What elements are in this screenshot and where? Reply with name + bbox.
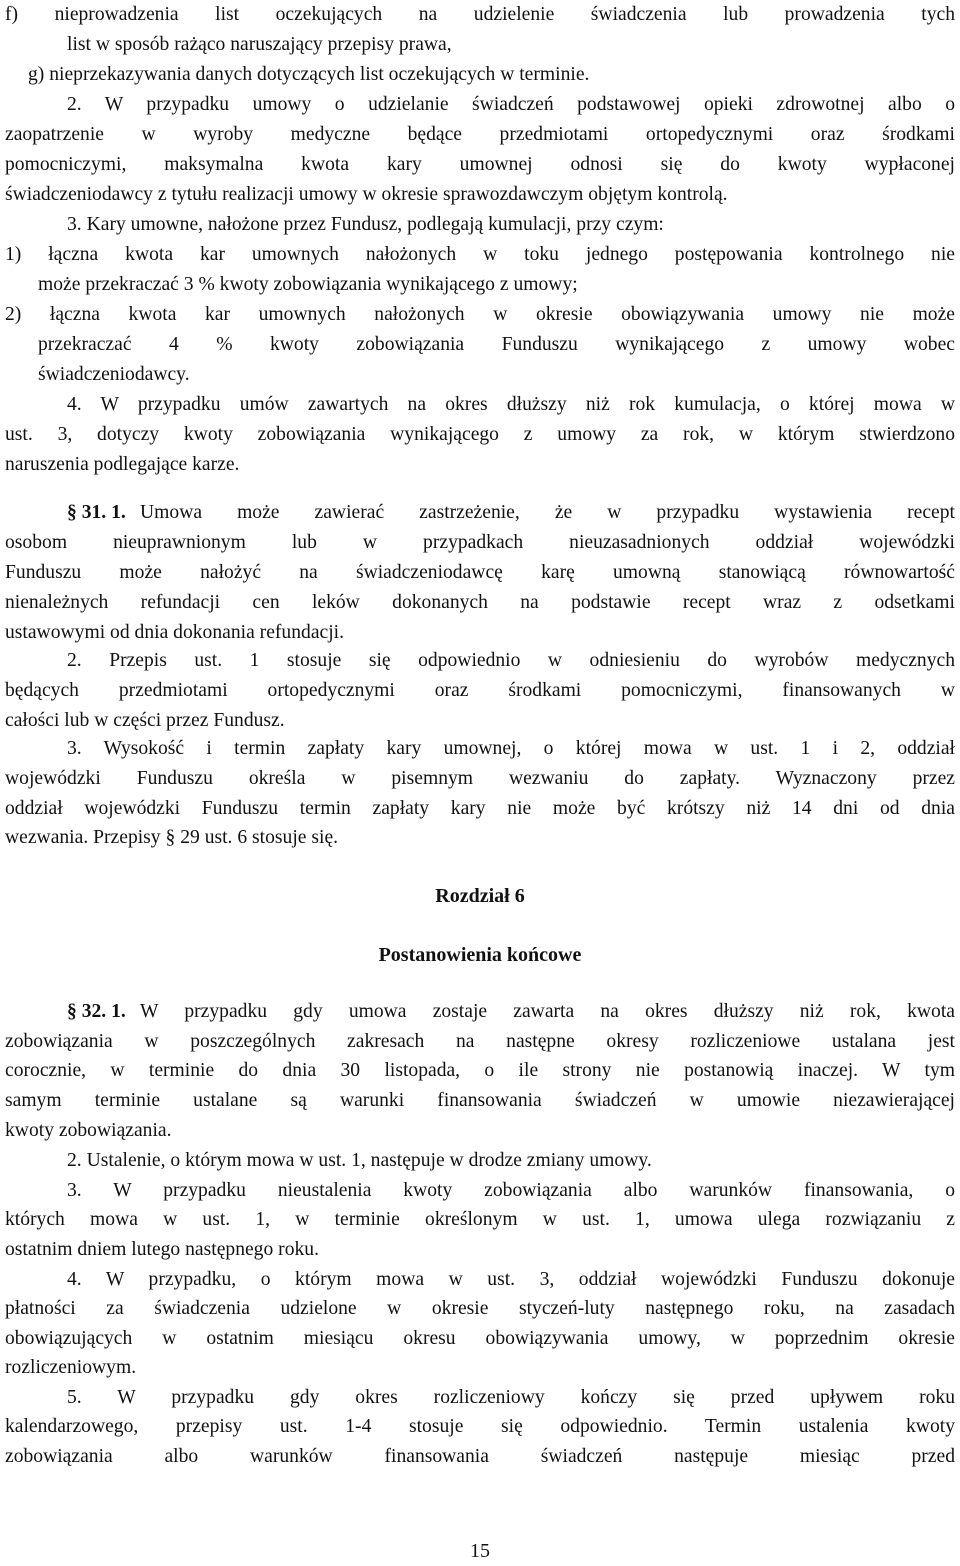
list-item-g: g) nieprzekazywania danych dotyczących list oczekujących w terminie.: [28, 64, 590, 85]
section-32-line: zobowiązania albo warunków finansowania świadczeń następuje miesiąc przed: [5, 1446, 955, 1467]
section-31-line: Funduszu może nałożyć na świadczeniodawcę karę umowną stanowiącą równowartość: [5, 562, 955, 583]
section-32-line: corocznie, w terminie do dnia 30 listopada, o ile strony nie postanowią inaczej. W tym: [5, 1060, 955, 1081]
section-31-paragraph-2: 2. Przepis ust. 1 stosuje się odpowiednio w odniesieniu do wyrobów medycznych: [67, 650, 955, 671]
paragraph-4: 4. W przypadku umów zawartych na okres dłuższy niż rok kumulacja, o której mowa w: [67, 394, 955, 415]
section-31-line: wojewódzki Funduszu określa w pisemnym wezwaniu do zapłaty. Wyznaczony przez: [5, 768, 955, 789]
section-31-paragraph-3: 3. Wysokość i termin zapłaty kary umownej, o której mowa w ust. 1 i 2, oddział: [67, 738, 955, 759]
section-32-line: kalendarzowego, przepisy ust. 1-4 stosuje się odpowiednio. Termin ustalenia kwoty: [5, 1416, 955, 1437]
section-31-line: ustawowymi od dnia dokonania refundacji.: [5, 622, 344, 643]
list-item-2-cont: przekraczać 4 % kwoty zobowiązania Funduszu wynikającego z umowy wobec: [38, 334, 955, 355]
section-32-label: § 32. 1.: [67, 1001, 126, 1022]
paragraph-4-line: ust. 3, dotyczy kwoty zobowiązania wynikającego z umowy za rok, w którym stwierdzono: [5, 424, 955, 445]
section-31-paragraph-1: Umowa może zawierać zastrzeżenie, że w przypadku wystawienia recept: [140, 502, 955, 523]
page-number: 15: [470, 1540, 490, 1562]
paragraph-2-line: pomocniczymi, maksymalna kwota kary umownej odnosi się do kwoty wypłaconej: [5, 154, 955, 175]
section-32-line: obowiązujących w ostatnim miesiącu okresu obowiązywania umowy, w poprzednim okresie: [5, 1328, 955, 1349]
section-31-line: całości lub w części przez Fundusz.: [5, 710, 285, 731]
paragraph-2-line: zaopatrzenie w wyroby medyczne będące przedmiotami ortopedycznymi oraz środkami: [5, 124, 955, 145]
section-32-paragraph-4: 4. W przypadku, o którym mowa w ust. 3, oddział wojewódzki Funduszu dokonuje: [67, 1269, 955, 1290]
list-item-2: 2) łączna kwota kar umownych nałożonych w okresie obowiązywania umowy nie może: [5, 304, 955, 325]
list-item-1: 1) łączna kwota kar umownych nałożonych w toku jednego postępowania kontrolnego nie: [5, 244, 955, 265]
chapter-title: Postanowienia końcowe: [378, 944, 582, 966]
section-32-line: płatności za świadczenia udzielone w okresie styczeń-luty następnego roku, na zasadach: [5, 1298, 955, 1319]
section-31-line: będących przedmiotami ortopedycznymi oraz środkami pomocniczymi, finansowanych w: [5, 680, 955, 701]
paragraph-3: 3. Kary umowne, nałożone przez Fundusz, podlegają kumulacji, przy czym:: [67, 214, 664, 235]
section-31-label: § 31. 1.: [67, 502, 126, 523]
paragraph-4-line: naruszenia podlegające karze.: [5, 454, 240, 475]
section-31-line: oddział wojewódzki Funduszu termin zapłaty kary nie może być krótszy niż 14 dni od dnia: [5, 798, 955, 819]
section-32-paragraph-5: 5. W przypadku gdy okres rozliczeniowy kończy się przed upływem roku: [67, 1387, 955, 1408]
section-32-line: samym terminie ustalane są warunki finansowania świadczeń w umowie niezawierającej: [5, 1090, 955, 1111]
list-item-f-cont: list w sposób rażąco naruszający przepisy prawa,: [67, 34, 452, 55]
section-31-line: osobom nieuprawnionym lub w przypadkach nieuzasadnionych oddział wojewódzki: [5, 532, 955, 553]
section-32-line: rozliczeniowym.: [5, 1357, 137, 1378]
list-item-1-cont: może przekraczać 3 % kwoty zobowiązania wynikającego z umowy;: [38, 274, 578, 295]
paragraph-2-line: świadczeniodawcy z tytułu realizacji umowy w okresie sprawozdawczym objętym kontrolą.: [5, 184, 728, 205]
list-item-f: f) nieprowadzenia list oczekujących na udzielenie świadczenia lub prowadzenia tych: [5, 4, 955, 25]
section-32-line: ostatnim dniem lutego następnego roku.: [5, 1239, 319, 1260]
section-31-line: nienależnych refundacji cen leków dokonanych na podstawie recept wraz z odsetkami: [5, 592, 955, 613]
section-32-paragraph-3: 3. W przypadku nieustalenia kwoty zobowiązania albo warunków finansowania, o: [67, 1180, 955, 1201]
section-32-line: których mowa w ust. 1, w terminie określonym w ust. 1, umowa ulega rozwiązaniu z: [5, 1209, 955, 1230]
section-32-line: zobowiązania w poszczególnych zakresach na następne okresy rozliczeniowe ustalana jest: [5, 1031, 955, 1052]
section-32-paragraph-2: 2. Ustalenie, o którym mowa w ust. 1, następuje w drodze zmiany umowy.: [67, 1150, 652, 1171]
section-32-line: kwoty zobowiązania.: [5, 1120, 172, 1141]
list-item-2-cont: świadczeniodawcy.: [38, 364, 190, 385]
chapter-number: Rozdział 6: [435, 885, 525, 907]
paragraph-2: 2. W przypadku umowy o udzielanie świadczeń podstawowej opieki zdrowotnej albo o: [67, 94, 955, 115]
section-31-line: wezwania. Przepisy § 29 ust. 6 stosuje się.: [5, 827, 339, 848]
section-32-paragraph-1: W przypadku gdy umowa zostaje zawarta na okres dłuższy niż rok, kwota: [140, 1001, 955, 1022]
